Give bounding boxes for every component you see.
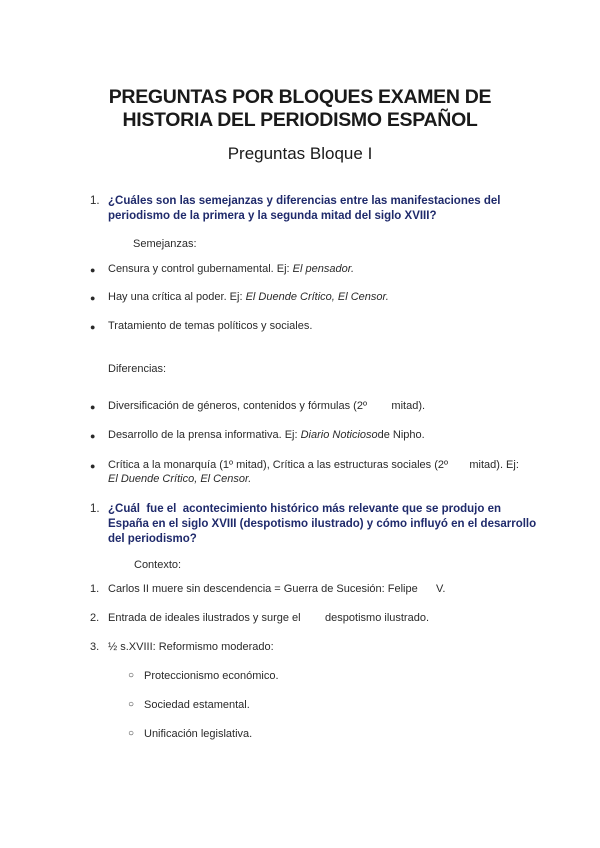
circle-bullet-icon: ○ [128,670,135,681]
similarities-label: Semejanzas: [133,238,197,250]
similarity-item: Tratamiento de temas políticos y sociales. [108,320,313,332]
difference-item-continuation: El Duende Crítico, El Censor. [108,473,252,485]
difference-item: Crítica a la monarquía (1º mitad), Crítica a las estructuras sociales (2º mitad). Ej: [108,459,519,471]
bullet-icon: ● [90,293,96,303]
context-label: Contexto: [134,559,182,571]
difference-item: Desarrollo de la prensa informativa. Ej: Diario Noticiosode Nipho. [108,429,425,441]
context-item: Entrada de ideales ilustrados y surge el despotismo ilustrado. [108,612,430,624]
similarity-item: Hay una crítica al poder. Ej: El Duende Crítico, El Censor. [108,291,389,303]
question-1-line-2: periodismo de la primera y la segunda mitad del siglo XVIII? [108,210,437,222]
differences-label: Diferencias: [108,363,167,375]
bullet-icon: ● [90,461,96,471]
bullet-icon: ● [90,402,96,412]
bullet-icon: ● [90,322,96,332]
bullet-icon: ● [90,431,96,441]
context-item: Carlos II muere sin descendencia = Guerra de Sucesión: Felipe V. [108,583,446,595]
circle-bullet-icon: ○ [128,728,135,739]
question-2-line-1: ¿Cuál fue el acontecimiento histórico más relevante que se produjo en [108,503,502,515]
document-subtitle: Preguntas Bloque I [227,144,373,163]
sub-item: Unificación legislativa. [144,728,253,740]
document-title-line-1: PREGUNTAS POR BLOQUES EXAMEN DE [108,86,492,108]
question-2-line-3: del periodismo? [108,533,197,545]
context-item-number: 3. [90,641,100,653]
context-item: ½ s.XVIII: Reformismo moderado: [108,641,274,653]
context-item-number: 2. [90,612,100,624]
question-2-number: 1. [90,503,100,515]
question-1-number: 1. [90,195,100,207]
document-title-line-2: HISTORIA DEL PERIODISMO ESPAÑOL [122,109,478,131]
sub-item: Sociedad estamental. [144,699,250,711]
circle-bullet-icon: ○ [128,699,135,710]
difference-item: Diversificación de géneros, contenidos y fórmulas (2º mitad). [108,400,426,412]
context-item-number: 1. [90,583,100,595]
question-2-line-2: España en el siglo XVIII (despotismo ilustrado) y cómo influyó en el desarrollo [108,518,537,530]
bullet-icon: ● [90,265,96,275]
question-1-line-1: ¿Cuáles son las semejanzas y diferencias entre las manifestaciones del [108,195,501,207]
similarity-item: Censura y control gubernamental. Ej: El pensador. [108,263,355,275]
sub-item: Proteccionismo económico. [144,670,279,682]
